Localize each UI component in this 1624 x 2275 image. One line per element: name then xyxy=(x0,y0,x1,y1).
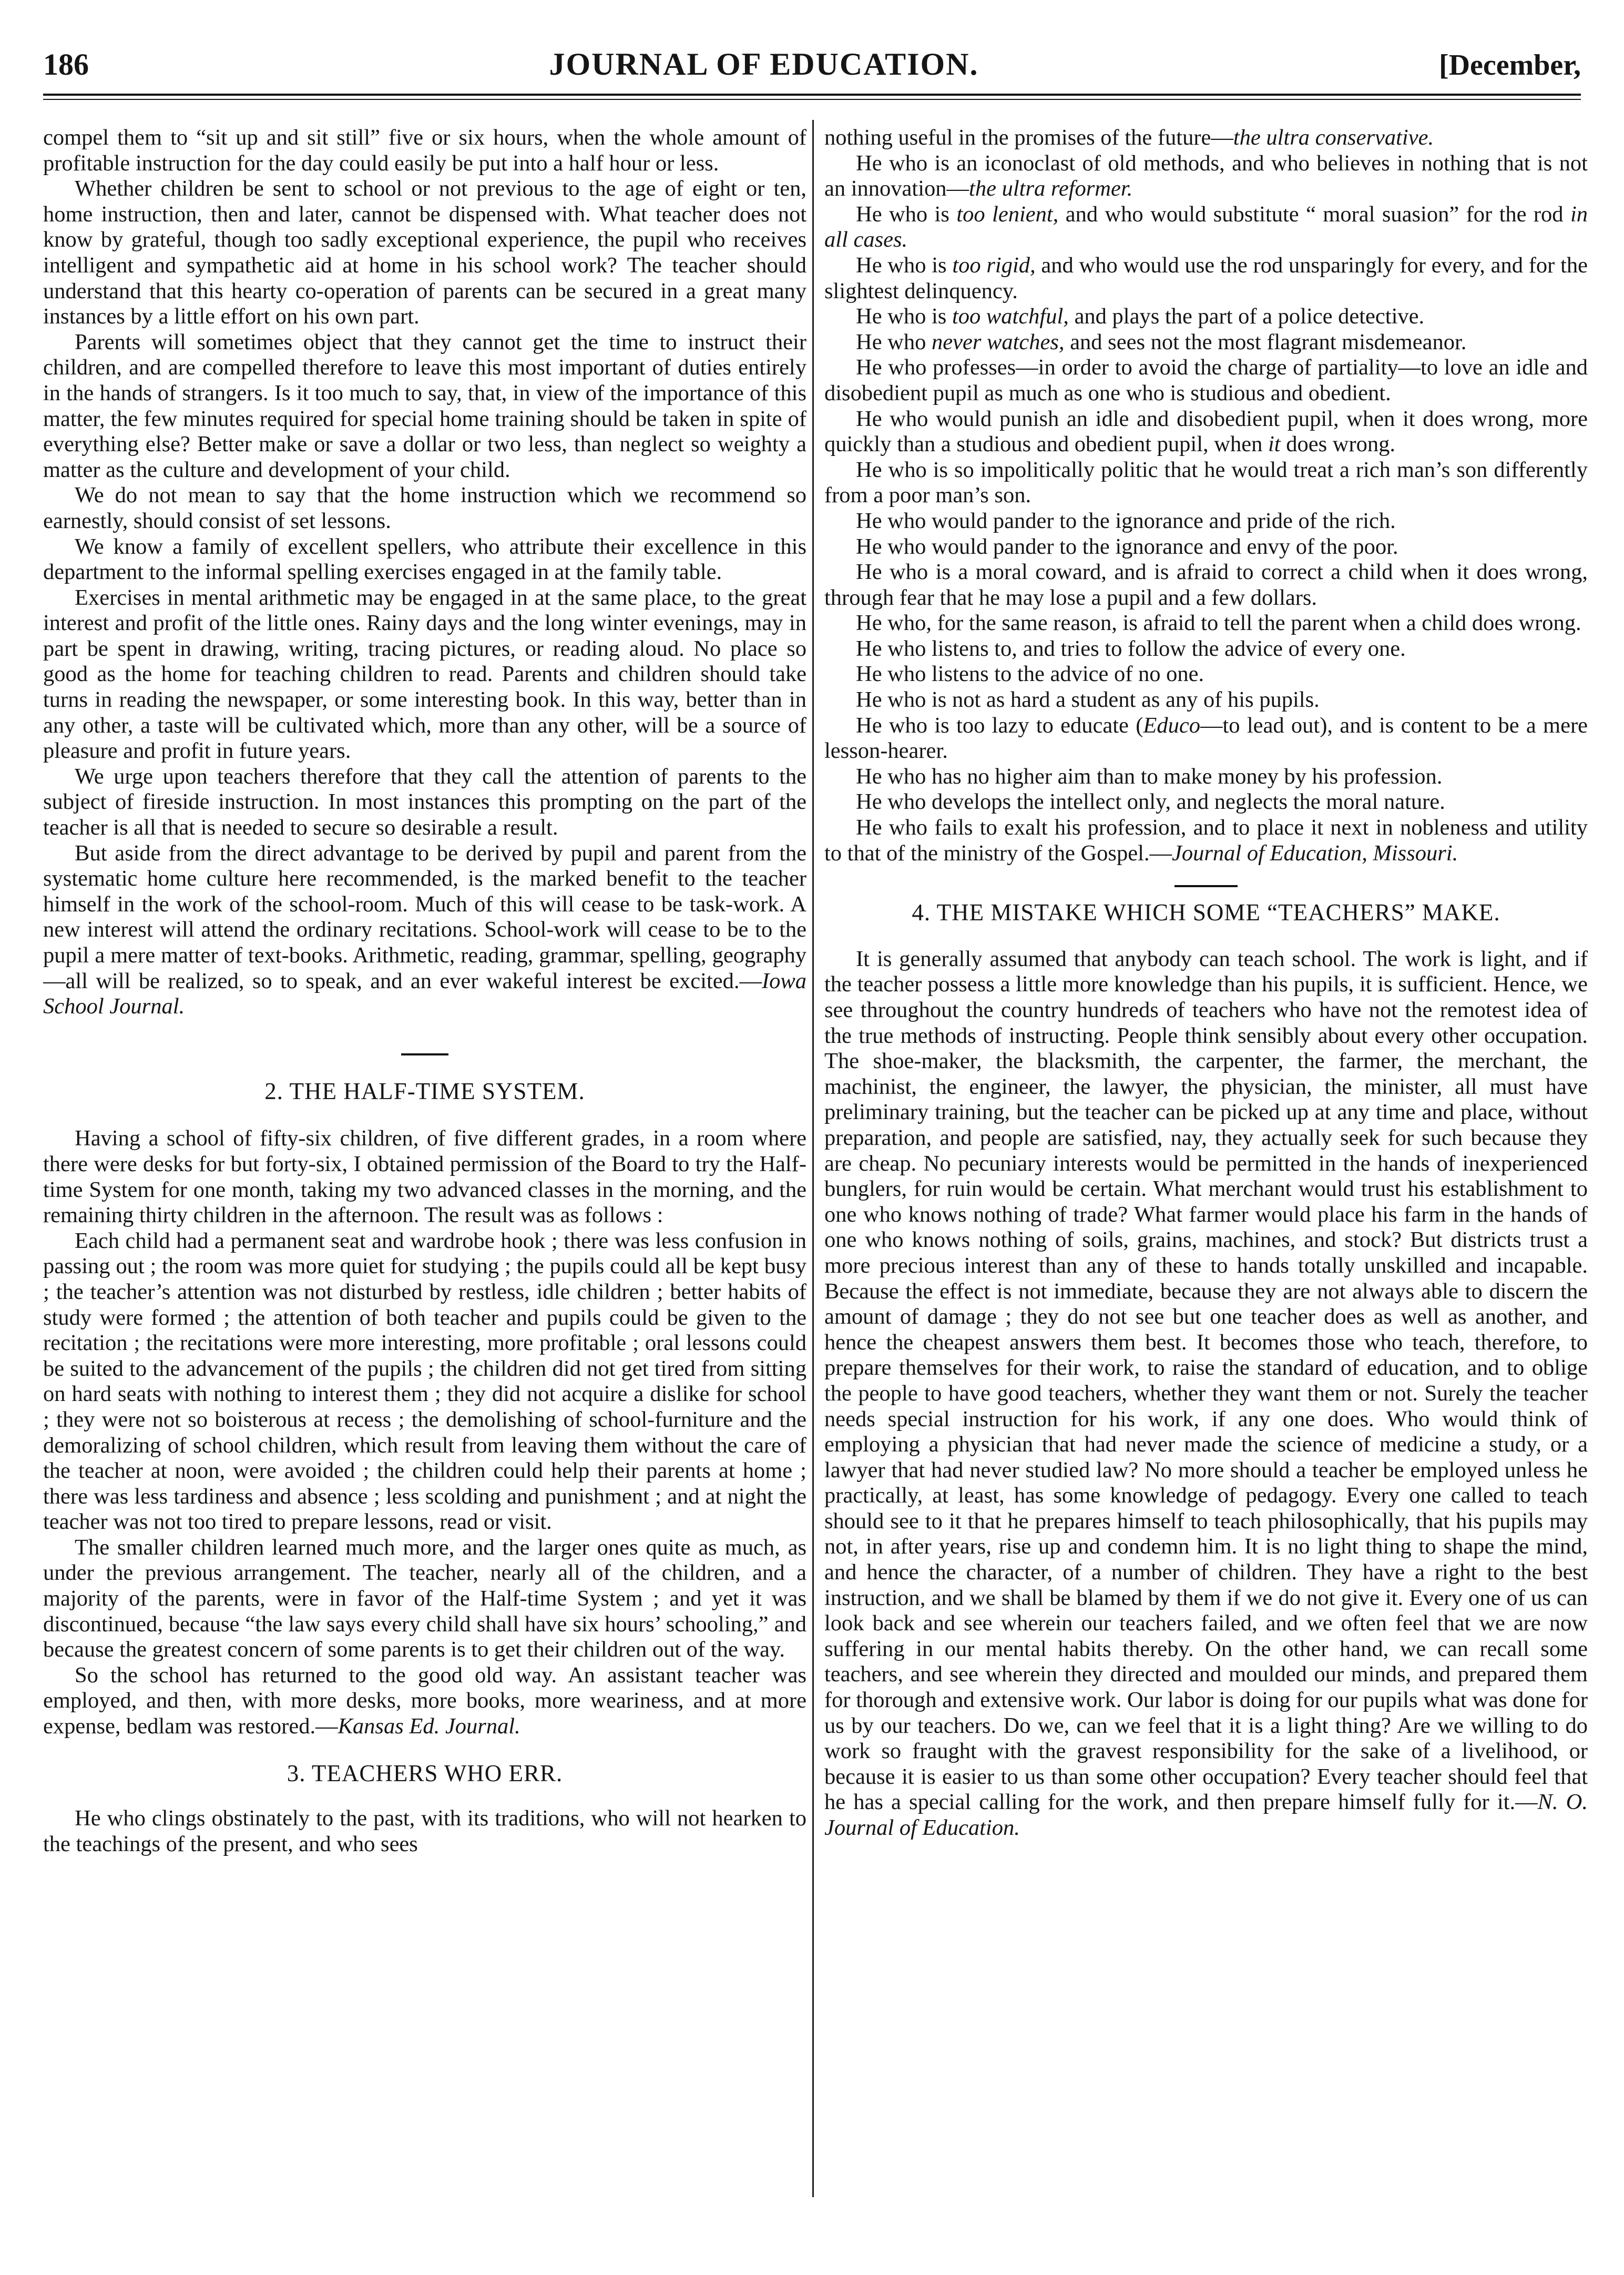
paragraph-text: He who is an iconoclast of old methods, and who believes in nothing that is not an innovation— xyxy=(824,150,1588,201)
paragraph: The smaller children learned much more, and the larger ones quite as much, as under the previous arrangement. The teacher, nearly all of the children, and a majority of the parents, were in favor of the Half-time System ; and yet it was discontinued, because “the law says every child shall have six hours’ schooling,” and because the greatest concern of some parents is to get their children out of the way. xyxy=(43,1535,806,1662)
paragraph xyxy=(824,304,1588,330)
emphasis: Educo xyxy=(1143,713,1200,738)
paragraph: He who clings obstinately to the past, with its traditions, who will not hearken to the teachings of the present, and who sees xyxy=(43,1806,806,1856)
paragraph: compel them to “sit up and sit still” five or six hours, when the whole amount of profitable instruction for the day could easily be put into a half hour or less. xyxy=(43,125,806,176)
paragraph xyxy=(824,713,1588,764)
running-header xyxy=(43,46,1581,88)
paragraph xyxy=(824,330,1588,356)
paragraph xyxy=(824,202,1588,253)
paragraph: Parents will sometimes object that they cannot get the time to instruct their children, and are compelled therefore to leave this most important of duties entirely in the hands of strangers. Is it too much to say, that, in view of the importance of this matter, the few minutes required for special home training should be taken in spite of everything else? Better make or save a dollar or two less, than neglect so weighty a matter as the culture and development of your child. xyxy=(43,329,806,482)
journal-title: JOURNAL OF EDUCATION. xyxy=(549,47,979,82)
paragraph-text: —to lead out), and is content to be a mere lesson-hearer. xyxy=(824,713,1588,764)
paragraph: We know a family of excellent spellers, who attribute their excellence in this department to the informal spelling exercises engaged in at the family table. xyxy=(43,534,806,585)
source-citation: Iowa School Journal. xyxy=(43,968,806,1019)
section-rule xyxy=(1174,885,1238,887)
section-rule xyxy=(401,1053,448,1055)
paragraph: He who, for the same reason, is afraid to tell the parent when a child does wrong. xyxy=(856,611,1581,636)
paragraph-text: and who would use the rod unsparingly for every, and for the slightest delinquency. xyxy=(824,252,1588,303)
source-citation: N. O. Journal of Education. xyxy=(824,1790,1588,1840)
emphasis: it xyxy=(1268,432,1281,457)
paragraph-text: nothing useful in the promises of the future— xyxy=(824,125,1233,150)
paragraph: He who listens to, and tries to follow the advice of every one. xyxy=(856,636,1406,661)
header-rule-thin xyxy=(43,99,1581,100)
paragraph: He who listens to the advice of no one. xyxy=(856,662,1204,687)
section-heading-half-time: 2. THE HALF-TIME SYSTEM. xyxy=(264,1078,585,1104)
column-divider xyxy=(812,120,814,2197)
header-rule-thick xyxy=(43,94,1581,96)
paragraph xyxy=(824,151,1588,202)
paragraph xyxy=(43,841,806,1020)
paragraph-text: So the school has returned to the good old way. An assistant teacher was employed, and then, with more desks, more books, more weariness, and at more expense, bedlam was restored.— xyxy=(43,1662,806,1739)
emphasis: the ultra conservative. xyxy=(1233,125,1434,150)
paragraph xyxy=(824,253,1588,304)
paragraph: We urge upon teachers therefore that they call the attention of parents to the subject of fireside instruction. In most instances this prompting on the part of the teacher is all that is needed to secure so desirable a result. xyxy=(43,764,806,840)
emphasis: never watches, xyxy=(932,329,1065,354)
left-column xyxy=(43,125,806,1857)
paragraph: Exercises in mental arithmetic may be engaged in at the same place, to the great interest and profit of the little ones. Rainy days and the long winter evenings, may in part be spent in drawing, writing, tracing pictures, or reading aloud. No place so good as the home for teaching children to read. Parents and children should take turns in reading the newspaper, or some interesting book. In this way, better than in any other, a taste will be cultivated which, more than any other, will be a source of pleasure and profit in future years. xyxy=(43,585,806,764)
paragraph-text: He who is too lazy to educate ( xyxy=(856,713,1143,738)
paragraph-text: He who would punish an idle and disobedient pupil, when it does wrong, more quickly than a studious and obedient pupil, when xyxy=(824,406,1588,457)
emphasis: the ultra reformer. xyxy=(969,176,1133,201)
paragraph-text: It is generally assumed that anybody can teach school. The work is light, and if the teacher possess a little more knowledge than his pupils, it is sufficient. Hence, we see throughout the country hundreds of teachers who have not the remotest idea of the true methods of instructing. People think sensibly about every other occupation. The shoe-maker, the blacksmith, the carpenter, the farmer, the merchant, the machinist, the engineer, the lawyer, the physician, the minister, all must have preliminary training, but the teacher can be picked up at any time and place, without preparation, and people are satisfied, nay, they actually seek for such because they are cheap. No pecuniary interests would be permitted in the hands of inexperienced bunglers, for ruin would be certain. What merchant would trust his establishment to one who knows nothing of trade? What farmer would place his farm in the hands of one who knows nothing of soils, grains, machines, and stock? But districts trust a more precious interest than any of these to hands totally unskilled and incapable. Because the effect is not immediate, because they are not always able to discern the amount of damage ; they do not see but one teacher does as well as another, and hence the cheapest answers them best. It becomes those who teach, therefore, to prepare themselves for their work, to raise the standard of education, and to oblige the people to have good teachers, whether they want them or not. Surely the teacher needs special instruction for his work, if any one does. Who would think of employing a physician that had never made the science of medicine a study, or a lawyer that had never studied law? No more should a teacher be employed unless he practically, at least, has some knowledge of pedagogy. Every one called to teach should see to it that he prepares himself to teach philosophically, that his pupils may not, in after years, rise up and condemn him. It is no light thing to shape the mind, and hence the character, of a number of children. They have a right to the best instruction, and we shall be blamed by them if we do not give it. Every one of us can look back and see wherein our teachers failed, and we often feel that we are now suffering in our mental habits thereby. On the other hand, we can recall some teachers, and see wherein they directed and moulded our minds, and prepared them for thorough and extensive work. Our labor is doing for our pupils what was done for us by our teachers. Do we, can we feel that it is a light thing? Are we willing to do work so fraught with the gravest responsibility for the sake of a livelihood, or because it is easier to us than some other occupation? Every teacher should feel that he has a special calling for the work, and then prepare himself fully for it.— xyxy=(824,946,1588,1815)
paragraph-text: But aside from the direct advantage to be derived by pupil and parent from the systematic home culture here recommended, is the marked benefit to the teacher himself in the work of the school-room. Much of this will cease to be task-work. A new interest will attend the ordinary recitations. School-work will cease to be to the pupil a mere matter of text-books. Arithmetic, reading, grammar, spelling, geography—all will be realized, so to speak, and an ever wakeful interest be excited.— xyxy=(43,840,806,993)
paragraph-text: He who is xyxy=(856,304,952,329)
paragraph: Having a school of fifty-six children, of five different grades, in a room where there were desks for but forty-six, I obtained permission of the Board to try the Half-time System for one month, taking my two advanced classes in the morning, and the remaining thirty children in the afternoon. The result was as follows : xyxy=(43,1126,806,1228)
section-heading-mistake: 4. THE MISTAKE WHICH SOME “TEACHERS” MAKE. xyxy=(912,899,1500,926)
emphasis: in all cases. xyxy=(824,201,1588,252)
paragraph: Each child had a permanent seat and wardrobe hook ; there was less confusion in passing out ; the room was more quiet for studying ; the pupils could all be kept busy ; the teacher’s attention was not disturbed by restless, idle children ; better habits of study were formed ; the attention of both teacher and pupils could be given to the recitation ; the recitations were more interesting, more profitable ; oral lessons could be suited to the advancement of the pupils ; the children did not get tired from sitting on hard seats with nothing to interest them ; they did not acquire a dislike for school ; they were not so boisterous at recess ; the demolishing of school-furniture and the demoralizing of school children, which result from leaving them without the care of the teacher at noon, were avoided ; the children could help their parents at home ; there was less tardiness and absence ; less scolding and punishment ; and at night the teacher was not too tired to prepare lessons, read or visit. xyxy=(43,1228,806,1535)
source-citation: Journal of Education, Missouri. xyxy=(1172,840,1458,866)
paragraph xyxy=(824,815,1588,866)
paragraph: He who is a moral coward, and is afraid to correct a child when it does wrong, through fear that he may lose a pupil and a few dollars. xyxy=(824,560,1588,610)
issue-month: [December, xyxy=(1438,49,1581,82)
source-citation: Kansas Ed. Journal. xyxy=(338,1714,520,1739)
paragraph-text: and who would substitute “ moral suasion” for the rod xyxy=(1058,201,1570,227)
paragraph xyxy=(824,947,1588,1841)
emphasis: too watchful, xyxy=(952,304,1069,329)
paragraph: He who would pander to the ignorance and envy of the poor. xyxy=(856,534,1398,559)
emphasis: too rigid, xyxy=(952,252,1036,278)
paragraph: We do not mean to say that the home instruction which we recommend so earnestly, should consist of set lessons. xyxy=(43,483,806,533)
emphasis: too lenient, xyxy=(956,201,1059,227)
paragraph: Whether children be sent to school or not previous to the age of eight or ten, home instruction, then and later, cannot be dispensed with. What teacher does not know by grateful, though too sadly exceptional experience, the pupil who receives intelligent and sympathetic aid at home in his school work? The teacher should understand that this hearty co-operation of parents can be secured in a great many instances by a little effort on his own part. xyxy=(43,176,806,329)
paragraph: He who professes—in order to avoid the charge of partiality—to love an idle and disobedient pupil as much as one who is studious and obedient. xyxy=(824,355,1588,405)
paragraph xyxy=(43,1663,806,1740)
paragraph xyxy=(824,407,1588,458)
paragraph: He who has no higher aim than to make money by his profession. xyxy=(856,764,1443,789)
paragraph xyxy=(824,125,1588,151)
paragraph-text: and plays the part of a police detective. xyxy=(1068,304,1425,329)
paragraph: He who develops the intellect only, and neglects the moral nature. xyxy=(856,789,1445,815)
paragraph-text: He who is xyxy=(856,252,953,278)
right-column xyxy=(824,125,1588,1841)
paragraph-text: He who fails to exalt his profession, and to place it next in nobleness and utility to that of the ministry of the Gospel.— xyxy=(824,815,1588,866)
paragraph-text: and sees not the most flagrant misdemeanor. xyxy=(1064,329,1467,354)
paragraph-text: He who is xyxy=(856,201,957,227)
paragraph: He who is so impolitically politic that he would treat a rich man’s son differently from a poor man’s son. xyxy=(824,457,1588,508)
paragraph-text: He who xyxy=(856,329,932,354)
paragraph-text: does wrong. xyxy=(1280,432,1395,457)
paragraph: He who would pander to the ignorance and pride of the rich. xyxy=(856,508,1396,533)
section-heading-teachers-who-err: 3. TEACHERS WHO ERR. xyxy=(287,1760,563,1786)
page-number: 186 xyxy=(43,47,89,82)
paragraph: He who is not as hard a student as any of his pupils. xyxy=(856,687,1320,713)
